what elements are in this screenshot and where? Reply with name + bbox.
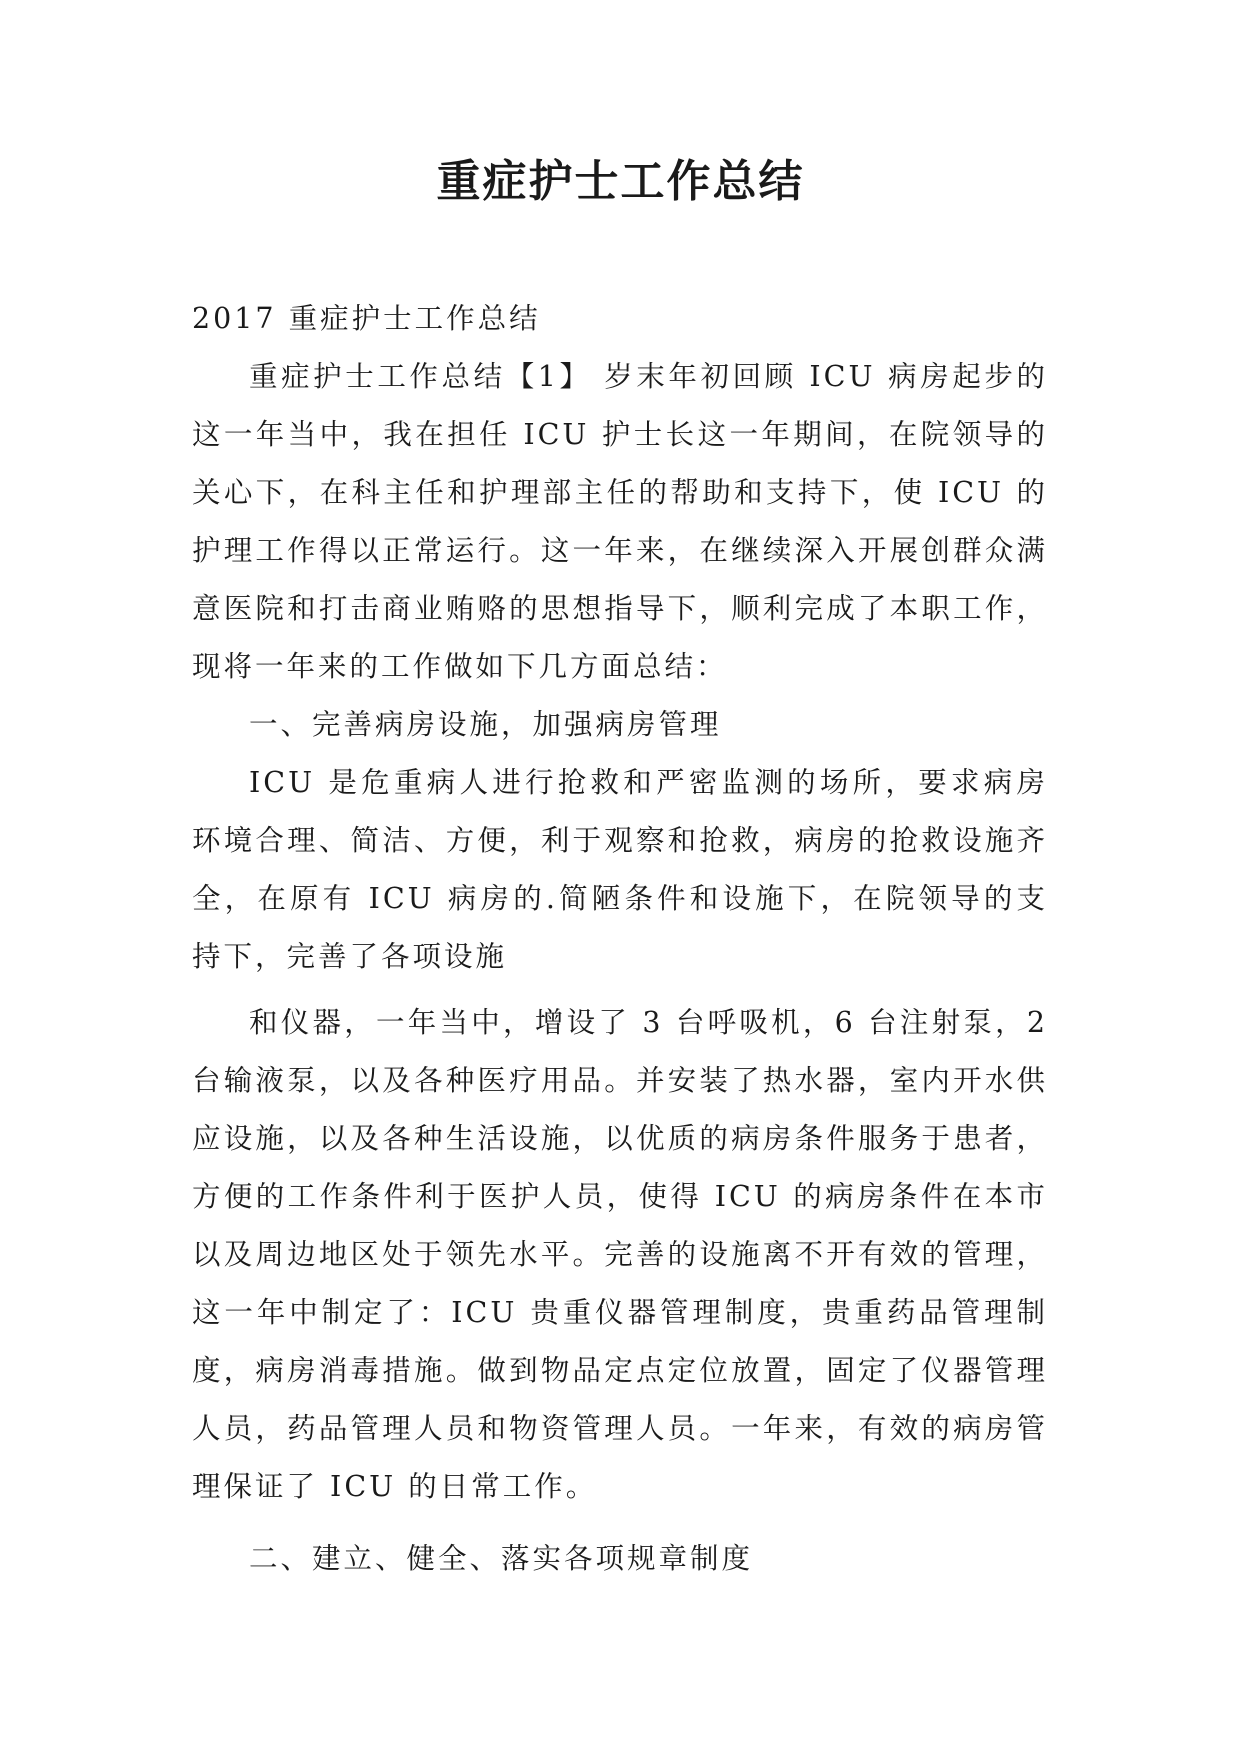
paragraph-equipment: 和仪器，一年当中，增设了 3 台呼吸机，6 台注射泵，2 台输液泵，以及各种医疗用品。并安装了热水器，室内开水供应设施，以及各种生活设施，以优质的病房条件服务于患者，方便的工作条件利于医护人员，使得 ICU 的病房条件在本市以及周边地区处于领先水平。完善的设施离不开有效的管理，这一年中制定了：ICU 贵重仪器管理制度，贵重药品管理制度，病房消毒措施。做到物品定点定位放置，固定了仪器管理人员，药品管理人员和物资管理人员。一年来，有效的病房管理保证了 ICU 的日常工作。 [192, 1006, 1048, 1503]
document-subtitle: 2017 重症护士工作总结 [192, 302, 541, 335]
paragraph-icu-facilities: ICU 是危重病人进行抢救和严密监测的场所，要求病房环境合理、简洁、方便，利于观察和抢救，病房的抢救设施齐全，在原有 ICU 病房的.简陋条件和设施下，在院领导的支持下，完善了各项设施 [192, 766, 1048, 973]
document-title: 重症护士工作总结 [436, 156, 805, 207]
section-heading-2: 二、建立、健全、落实各项规章制度 [249, 1542, 754, 1575]
section-heading-1: 一、完善病房设施，加强病房管理 [249, 708, 722, 741]
paragraph-intro: 重症护士工作总结【1】 岁末年初回顾 ICU 病房起步的这一年当中，我在担任 ICU 护士长这一年期间，在院领导的关心下，在科主任和护理部主任的帮助和支持下，使 ICU 的护理工作得以正常运行。这一年来，在继续深入开展创群众满意医院和打击商业贿赂的思想指导下，顺利完成了本职工作，现将一年来的工作做如下几方面总结： [192, 360, 1048, 683]
document-body [192, 290, 1048, 1588]
